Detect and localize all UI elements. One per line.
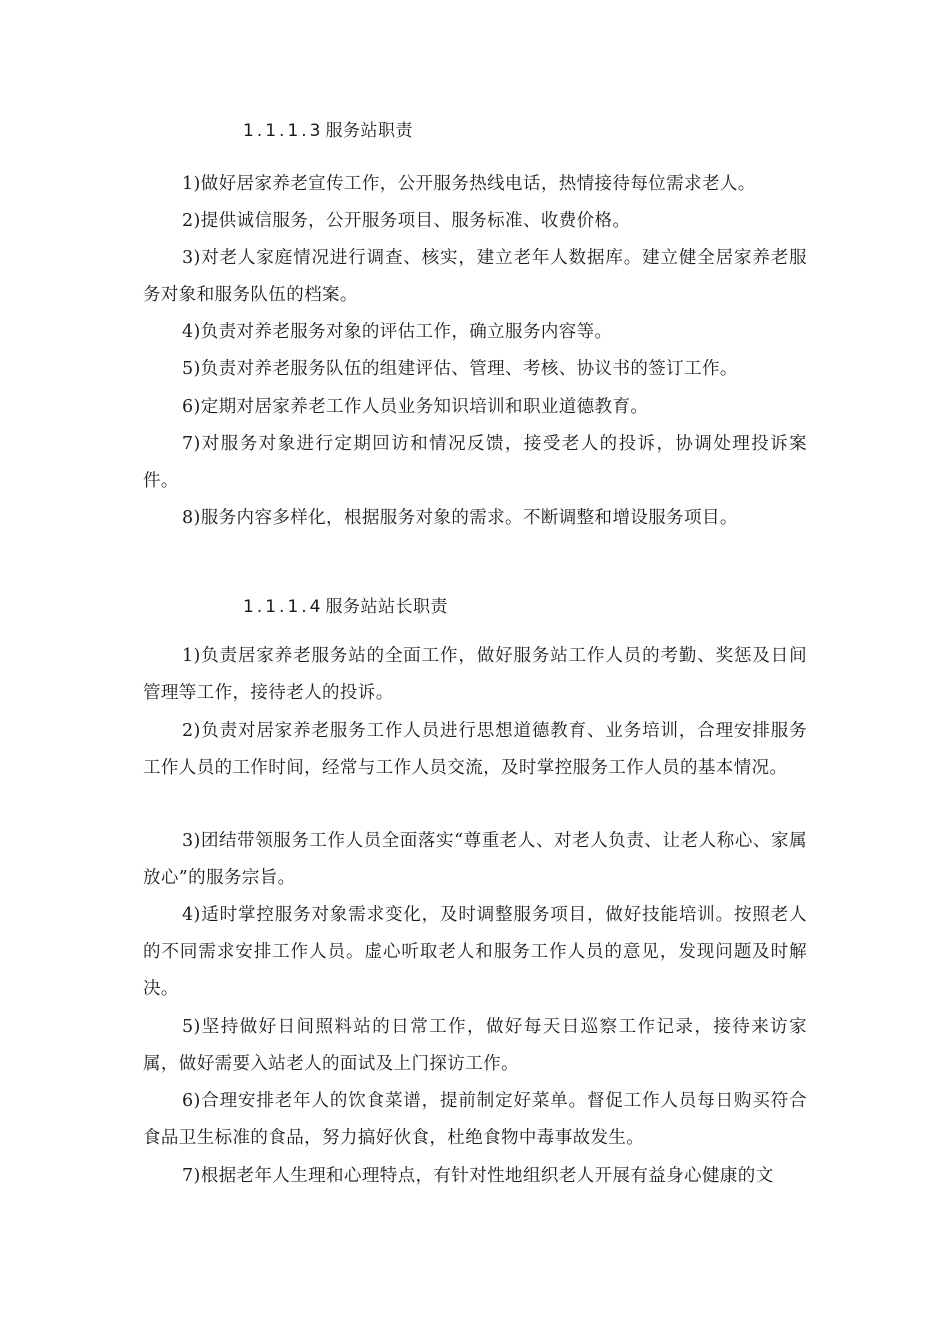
paragraph: 7)根据老年人生理和心理特点，有针对性地组织老人开展有益身心健康的文 [182,1166,774,1186]
paragraph: 1)做好居家养老宣传工作，公开服务热线电话，热情接待每位需求老人。 [182,174,756,194]
paragraph: 4)适时掌控服务对象需求变化，及时调整服务项目，做好技能培训。按照老人的不同需求安排工作人员。虚心听取老人和服务工作人员的意见，发现问题及时解决。 [143,905,807,999]
paragraph: 6)合理安排老年人的饮食菜谱，提前制定好菜单。督促工作人员每日购买符合食品卫生标准的食品，努力搞好伙食，杜绝食物中毒事故发生。 [143,1091,807,1148]
paragraph: 4)负责对养老服务对象的评估工作，确立服务内容等。 [182,322,613,342]
paragraph: 2)负责对居家养老服务工作人员进行思想道德教育、业务培训，合理安排服务工作人员的工作时间，经常与工作人员交流，及时掌控服务工作人员的基本情况。 [143,721,807,778]
paragraph: 8)服务内容多样化，根据服务对象的需求。不断调整和增设服务项目。 [182,508,738,528]
paragraph: 5)负责对养老服务队伍的组建评估、管理、考核、协议书的签订工作。 [182,359,738,379]
paragraph: 3)团结带领服务工作人员全面落实“尊重老人、对老人负责、让老人称心、家属放心”的服务宗旨。 [143,831,807,888]
section-number: 1.1.1.4 [243,597,324,617]
section-heading-1-1-1-3 [243,119,413,143]
section-title: 服务站职责 [325,121,413,141]
paragraph: 5)坚持做好日间照料站的日常工作，做好每天日巡察工作记录，接待来访家属，做好需要入站老人的面试及上门探访工作。 [143,1017,807,1074]
paragraph: 6)定期对居家养老工作人员业务知识培训和职业道德教育。 [182,397,649,417]
paragraph: 1)负责居家养老服务站的全面工作，做好服务站工作人员的考勤、奖惩及日间管理等工作，接待老人的投诉。 [143,646,807,703]
paragraph: 3)对老人家庭情况进行调查、核实，建立老年人数据库。建立健全居家养老服务对象和服务队伍的档案。 [143,248,807,305]
section-title: 服务站站长职责 [325,597,448,617]
section-number: 1.1.1.3 [243,121,324,141]
paragraph: 7)对服务对象进行定期回访和情况反馈，接受老人的投诉，协调处理投诉案件。 [143,434,807,491]
paragraph: 2)提供诚信服务，公开服务项目、服务标准、收费价格。 [182,211,631,231]
section-heading-1-1-1-4 [243,595,448,619]
